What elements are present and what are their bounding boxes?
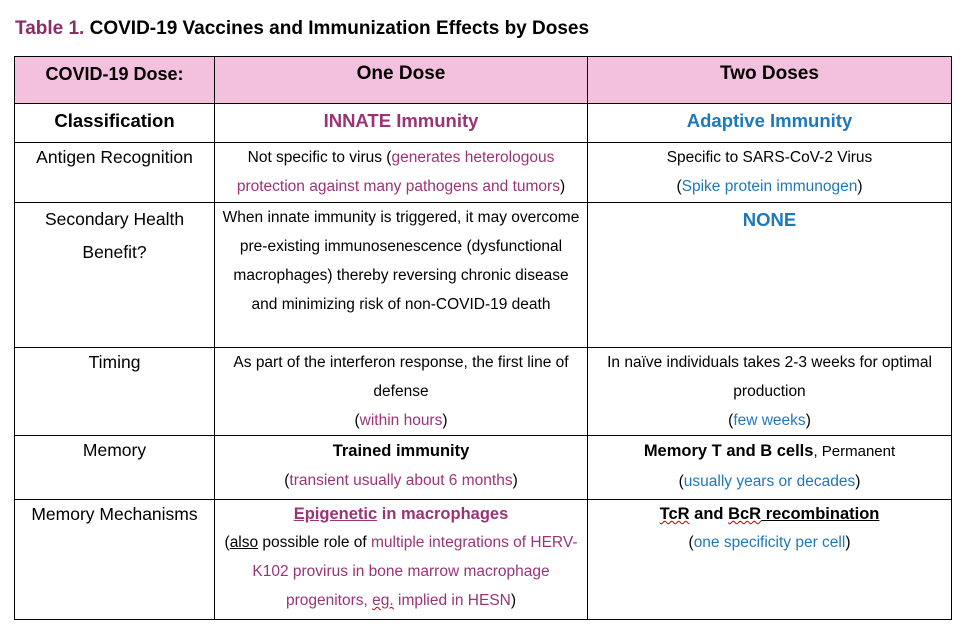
memory-two-permanent: , Permanent bbox=[813, 443, 896, 460]
memory-two-title: Memory T and B cells bbox=[643, 442, 814, 460]
row-timing bbox=[15, 348, 952, 436]
mechanisms-also: also bbox=[229, 534, 259, 551]
label-timing: Timing bbox=[15, 348, 215, 436]
memory-one-pink: transient usually about 6 months bbox=[289, 472, 513, 489]
paren-open: ( bbox=[678, 473, 684, 490]
timing-two-blue: few weeks bbox=[733, 412, 806, 429]
secondary-one: When innate immunity is triggered, it may overcome pre-existing immunosenescence (dysfunctional macrophages) thereby reversing chronic disease and minimizing risk of non-COVID-19 death bbox=[215, 203, 588, 348]
mechanisms-two bbox=[588, 500, 952, 620]
mechanisms-one bbox=[215, 500, 588, 620]
mechanisms-tcr: TcR bbox=[659, 505, 690, 523]
timing-one-pink: within hours bbox=[359, 412, 443, 429]
memory-one-title: Trained immunity bbox=[332, 442, 470, 460]
paren-open: ( bbox=[354, 412, 360, 429]
adaptive-immunity: Adaptive Immunity bbox=[686, 110, 853, 131]
label-secondary-2: Benefit? bbox=[82, 242, 147, 262]
secondary-none: NONE bbox=[742, 209, 797, 230]
innate-immunity: INNATE Immunity bbox=[323, 110, 479, 131]
row-mechanisms bbox=[15, 500, 952, 620]
paren-close: ) bbox=[510, 592, 517, 609]
caption-label: Table 1. bbox=[15, 18, 85, 39]
paren-open: ( bbox=[676, 178, 682, 195]
paren-close: ) bbox=[805, 412, 811, 429]
label-mechanisms: Memory Mechanisms bbox=[15, 500, 215, 620]
vaccine-table bbox=[14, 56, 952, 620]
mechanisms-bcr: BcR bbox=[728, 505, 762, 523]
mechanisms-two-blue: one specificity per cell bbox=[693, 534, 846, 551]
antigen-one-text: Not specific to virus ( bbox=[247, 149, 392, 166]
paren-open: ( bbox=[688, 534, 694, 551]
header-row bbox=[15, 57, 952, 104]
paren-close: ) bbox=[442, 412, 448, 429]
label-secondary bbox=[15, 203, 215, 348]
label-memory: Memory bbox=[15, 436, 215, 500]
mechanisms-one-text: possible role of bbox=[258, 534, 371, 551]
header-two-doses: Two Doses bbox=[588, 57, 952, 104]
timing-two-text: In naïve individuals takes 2-3 weeks for optimal production bbox=[607, 354, 932, 400]
timing-one bbox=[215, 348, 588, 436]
mechanisms-one-pink: multiple integrations of HERV-K102 provirus in bone marrow macrophage progenitors, bbox=[252, 534, 578, 609]
timing-one-text: As part of the interferon response, the first line of defense bbox=[233, 354, 569, 400]
antigen-two bbox=[588, 143, 952, 203]
antigen-one-pink: generates heterologous protection against many pathogens and tumors bbox=[236, 149, 560, 195]
label-classification: Classification bbox=[15, 104, 215, 143]
paren-open: ( bbox=[284, 472, 290, 489]
mechanisms-one-title-rest: in macrophages bbox=[377, 505, 509, 523]
paren-close: ) bbox=[857, 178, 863, 195]
paren-close: ) bbox=[845, 534, 851, 551]
paren-close: ) bbox=[512, 472, 518, 489]
memory-two-blue: usually years or decades bbox=[683, 473, 856, 490]
timing-two bbox=[588, 348, 952, 436]
antigen-two-text: Specific to SARS-CoV-2 Virus bbox=[666, 149, 873, 166]
classification-one bbox=[215, 104, 588, 143]
mechanisms-eg: eg. bbox=[372, 592, 394, 609]
mechanisms-and: and bbox=[689, 505, 729, 523]
antigen-two-blue: Spike protein immunogen bbox=[681, 178, 858, 195]
paren-open: ( bbox=[224, 534, 230, 551]
paren-close: ) bbox=[855, 473, 861, 490]
mechanisms-one-pink-2: implied in HESN bbox=[393, 592, 511, 609]
paren-open: ( bbox=[728, 412, 734, 429]
label-antigen: Antigen Recognition bbox=[15, 143, 215, 203]
antigen-one-close: ) bbox=[559, 178, 566, 195]
classification-two bbox=[588, 104, 952, 143]
antigen-one bbox=[215, 143, 588, 203]
table-caption bbox=[15, 18, 589, 40]
mechanisms-epigenetic: Epigenetic bbox=[293, 505, 378, 523]
secondary-two bbox=[588, 203, 952, 348]
memory-two bbox=[588, 436, 952, 500]
header-one-dose: One Dose bbox=[215, 57, 588, 104]
label-secondary-1: Secondary Health bbox=[44, 209, 185, 229]
row-classification bbox=[15, 104, 952, 143]
caption-title: COVID-19 Vaccines and Immunization Effects by Doses bbox=[89, 18, 590, 39]
mechanisms-recombination: recombination bbox=[761, 505, 880, 523]
header-dose: COVID-19 Dose: bbox=[15, 57, 215, 104]
row-antigen bbox=[15, 143, 952, 203]
row-secondary bbox=[15, 203, 952, 348]
memory-one bbox=[215, 436, 588, 500]
row-memory bbox=[15, 436, 952, 500]
